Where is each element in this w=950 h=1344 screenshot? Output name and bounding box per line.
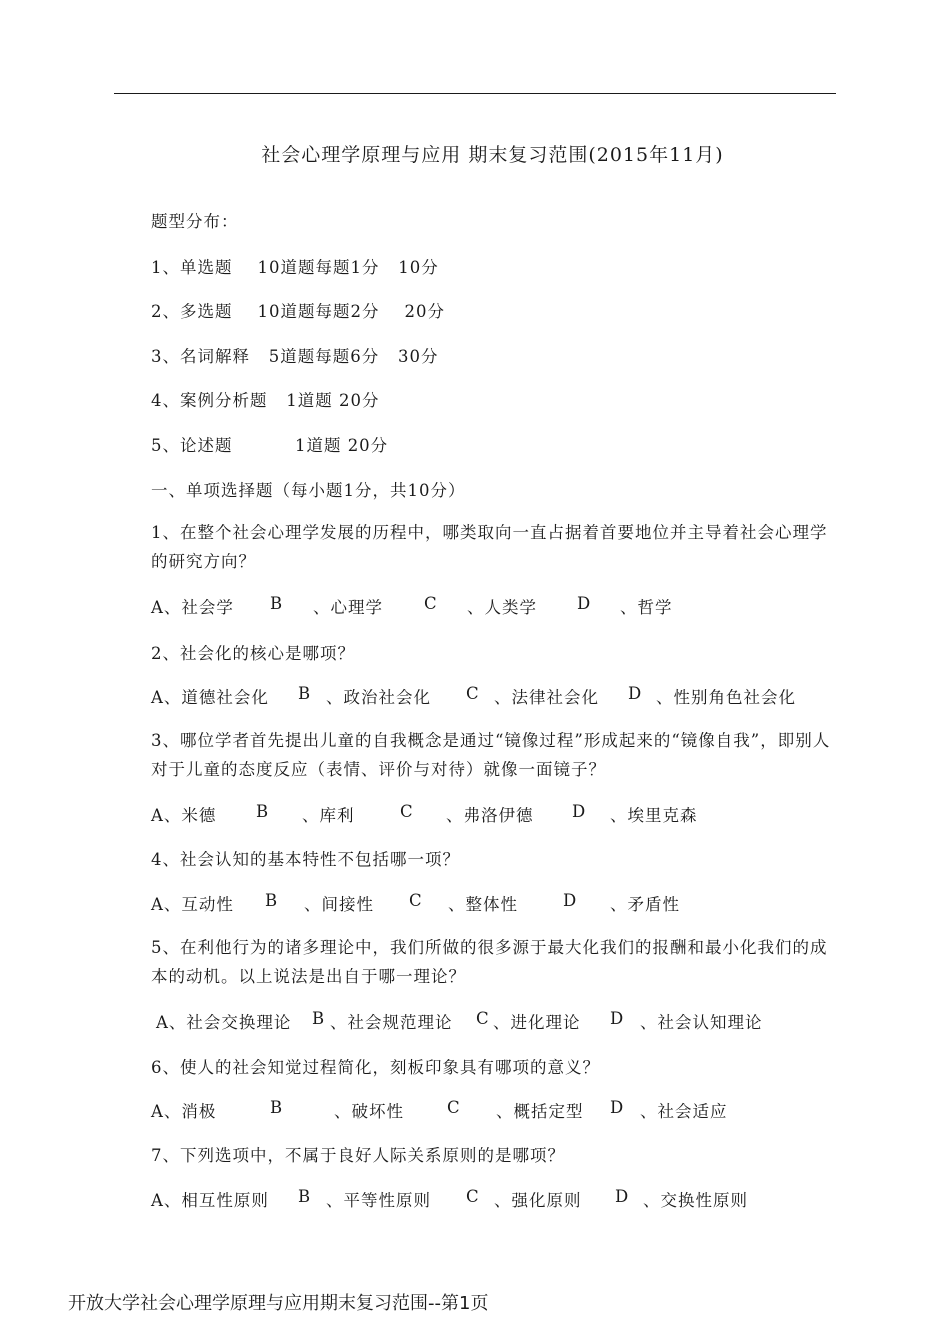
option-b-text: 、心理学 bbox=[313, 598, 383, 617]
option-c-text: 、法律社会化 bbox=[494, 688, 599, 707]
part-one-heading: 一、单项选择题（每小题1分，共10分） bbox=[151, 481, 466, 500]
header-rule bbox=[114, 93, 836, 94]
option-b-letter: B bbox=[298, 684, 312, 703]
option-d-letter: D bbox=[610, 1009, 625, 1028]
option-c-letter: C bbox=[466, 1187, 480, 1206]
question-6-stem: 6、使人的社会知觉过程简化，刻板印象具有哪项的意义？ bbox=[151, 1058, 600, 1077]
option-c-letter: C bbox=[424, 594, 438, 613]
question-1-stem: 1、在整个社会心理学发展的历程中，哪类取向一直占据着首要地位并主导着社会心理学的研究方向？ bbox=[151, 523, 828, 571]
question-4-stem: 4、社会认知的基本特性不包括哪一项？ bbox=[151, 850, 460, 869]
option-a: A、相互性原则 bbox=[151, 1191, 269, 1210]
option-c-letter: C bbox=[476, 1009, 490, 1028]
option-c-text: 、整体性 bbox=[448, 895, 518, 914]
option-d-letter: D bbox=[628, 684, 643, 703]
option-a: A、互动性 bbox=[151, 895, 234, 914]
option-b-text: 、破坏性 bbox=[334, 1102, 404, 1121]
option-d-text: 、哲学 bbox=[620, 598, 673, 617]
question-7-stem: 7、下列选项中，不属于良好人际关系原则的是哪项？ bbox=[151, 1146, 565, 1165]
option-d-letter: D bbox=[572, 802, 587, 821]
option-a: A、社会交换理论 bbox=[156, 1013, 292, 1032]
option-b-letter: B bbox=[312, 1009, 326, 1028]
option-a: A、米德 bbox=[151, 806, 217, 825]
distribution-item-3: 3、名词解释 5道题每题6分 30分 bbox=[151, 347, 439, 366]
option-b-letter: B bbox=[265, 891, 279, 910]
distribution-item-5: 5、论述题 1道题 20分 bbox=[151, 436, 389, 455]
option-d-letter: D bbox=[577, 594, 592, 613]
option-b-letter: B bbox=[256, 802, 270, 821]
option-a: A、消极 bbox=[151, 1102, 217, 1121]
option-d-text: 、交换性原则 bbox=[643, 1191, 748, 1210]
option-b-text: 、平等性原则 bbox=[326, 1191, 431, 1210]
option-a: A、社会学 bbox=[151, 598, 234, 617]
option-b-letter: B bbox=[270, 1098, 284, 1117]
option-c-text: 、进化理论 bbox=[493, 1013, 581, 1032]
option-c-letter: C bbox=[409, 891, 423, 910]
section-label: 题型分布： bbox=[151, 212, 239, 231]
option-a: A、道德社会化 bbox=[151, 688, 269, 707]
option-d-text: 、性别角色社会化 bbox=[656, 688, 796, 707]
option-d-text: 、矛盾性 bbox=[610, 895, 680, 914]
question-2-stem: 2、社会化的核心是哪项？ bbox=[151, 644, 355, 663]
option-d-letter: D bbox=[610, 1098, 625, 1117]
option-b-text: 、社会规范理论 bbox=[330, 1013, 453, 1032]
option-d-letter: D bbox=[615, 1187, 630, 1206]
option-d-text: 、埃里克森 bbox=[610, 806, 698, 825]
option-b-text: 、库利 bbox=[302, 806, 355, 825]
question-3-stem: 3、哪位学者首先提出儿童的自我概念是通过“镜像过程”形成起来的“镜像自我”，即别人对于儿童的态度反应（表情、评价与对待）就像一面镜子？ bbox=[151, 731, 831, 779]
page-footer: 开放大学社会心理学原理与应用期末复习范围--第1页 bbox=[68, 1293, 489, 1314]
option-d-text: 、社会适应 bbox=[640, 1102, 728, 1121]
option-d-text: 、社会认知理论 bbox=[640, 1013, 763, 1032]
option-c-text: 、概括定型 bbox=[496, 1102, 584, 1121]
option-c-letter: C bbox=[447, 1098, 461, 1117]
page-title: 社会心理学原理与应用 期末复习范围(2015年11月) bbox=[261, 144, 724, 166]
option-b-text: 、间接性 bbox=[304, 895, 374, 914]
option-b-letter: B bbox=[298, 1187, 312, 1206]
option-c-letter: C bbox=[400, 802, 414, 821]
option-b-letter: B bbox=[270, 594, 284, 613]
distribution-item-1: 1、单选题 10道题每题1分 10分 bbox=[151, 258, 439, 277]
distribution-item-2: 2、多选题 10道题每题2分 20分 bbox=[151, 302, 445, 321]
option-c-letter: C bbox=[466, 684, 480, 703]
option-c-text: 、人类学 bbox=[467, 598, 537, 617]
option-d-letter: D bbox=[563, 891, 578, 910]
question-5-stem: 5、在利他行为的诸多理论中，我们所做的很多源于最大化我们的报酬和最小化我们的成本的动机。以上说法是出自于哪一理论？ bbox=[151, 938, 828, 986]
distribution-item-4: 4、案例分析题 1道题 20分 bbox=[151, 391, 380, 410]
option-b-text: 、政治社会化 bbox=[326, 688, 431, 707]
option-c-text: 、强化原则 bbox=[494, 1191, 582, 1210]
option-c-text: 、弗洛伊德 bbox=[446, 806, 534, 825]
